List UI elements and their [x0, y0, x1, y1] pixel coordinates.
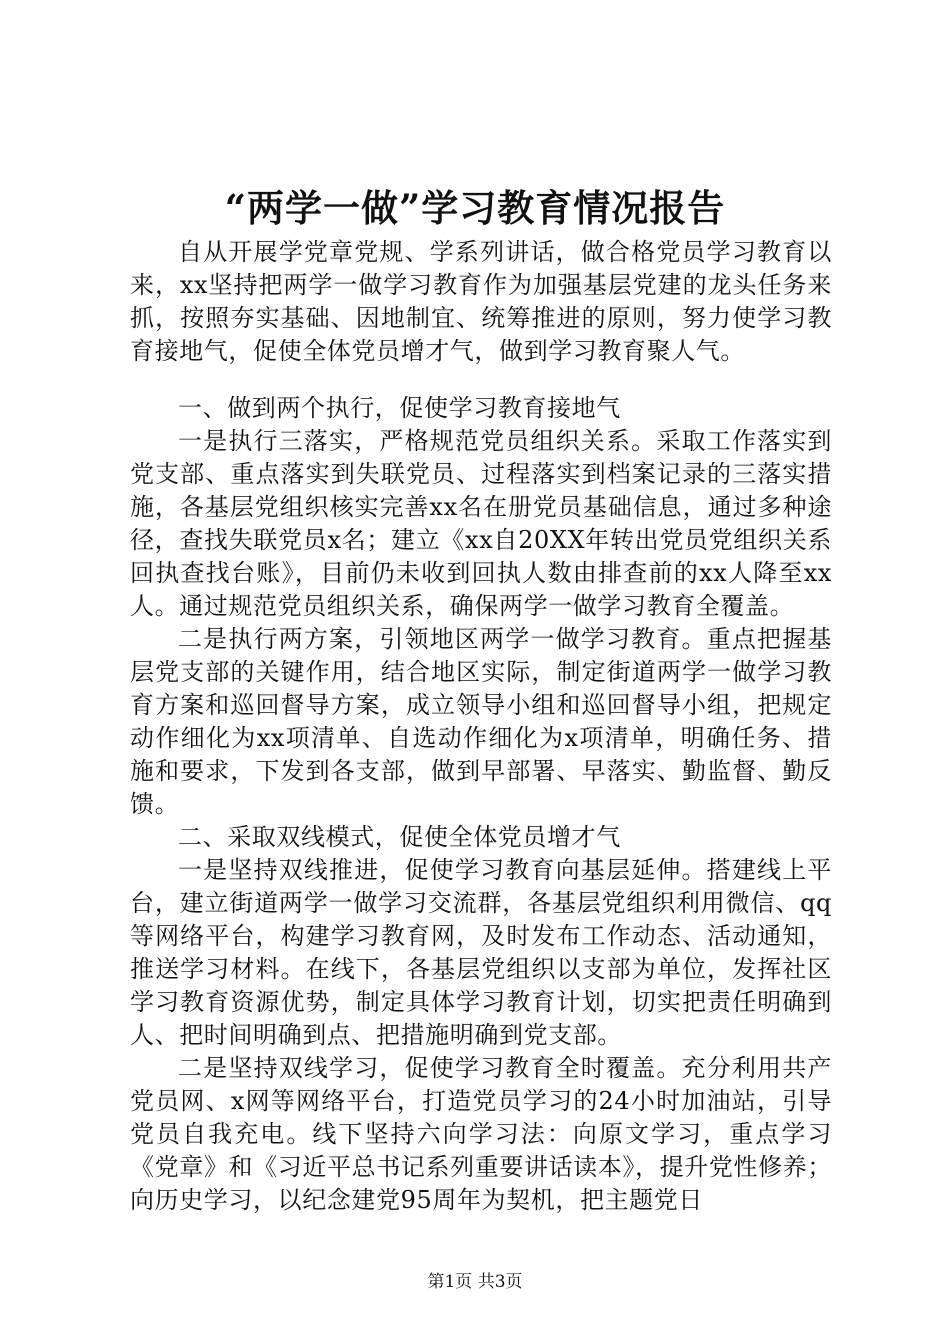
body-paragraph-3: 一是坚持双线推进，促使学习教育向基层延伸。搭建线上平台，建立街道两学一做学习交流群，各基层党组织利用微信、qq等网络平台，构建学习教育网，及时发布工作动态、活动通知，推送学习材料。在线下，各基层党组织以支部为单位，发挥社区学习教育资源优势，制定具体学习教育计划，切实把责任明确到人、把时间明确到点、把措施明确到党支部。: [130, 856, 832, 1049]
document-title: “两学一做”学习教育情况报告: [224, 186, 726, 230]
document-body: [130, 236, 832, 1217]
body-paragraph-2: 二是执行两方案，引领地区两学一做学习教育。重点把握基层党支部的关键作用，结合地区实际，制定街道两学一做学习教育方案和巡回督导方案，成立领导小组和巡回督导小组，把规定动作细化为xx项清单、自选动作细化为x项清单，明确任务、措施和要求，下发到各支部，做到早部署、早落实、勤监督、勤反馈。: [130, 625, 832, 818]
section-heading-2: 二、采取双线模式，促使全体党员增才气: [178, 823, 621, 851]
section-heading-1: 一、做到两个执行，促使学习教育接地气: [178, 394, 621, 422]
body-paragraph-4: 二是坚持双线学习，促使学习教育全时覆盖。充分利用共产党员网、x网等网络平台，打造党员学习的24小时加油站，引导党员自我充电。线下坚持六向学习法：向原文学习，重点学习《党章》和《习近平总书记系列重要讲话读本》，提升党性修养；向历史学习，以纪念建党95周年为契机，把主题党日: [130, 1054, 832, 1214]
page-number: 第1页 共3页: [427, 1272, 523, 1292]
body-paragraph-1: 一是执行三落实，严格规范党员组织关系。采取工作落实到党支部、重点落实到失联党员、过程落实到档案记录的三落实措施，各基层党组织核实完善xx名在册党员基础信息，通过多种途径，查找失联党员x名；建立《xx自20XX年转出党员党组织关系回执查找台账》，目前仍未收到回执人数由排查前的xx人降至xx人。通过规范党员组织关系，确保两学一做学习教育全覆盖。: [130, 427, 832, 620]
intro-paragraph: 自从开展学党章党规、学系列讲话，做合格党员学习教育以来，xx坚持把两学一做学习教育作为加强基层党建的龙头任务来抓，按照夯实基础、因地制宜、统筹推进的原则，努力使学习教育接地气，促使全体党员增才气，做到学习教育聚人气。: [130, 238, 832, 365]
